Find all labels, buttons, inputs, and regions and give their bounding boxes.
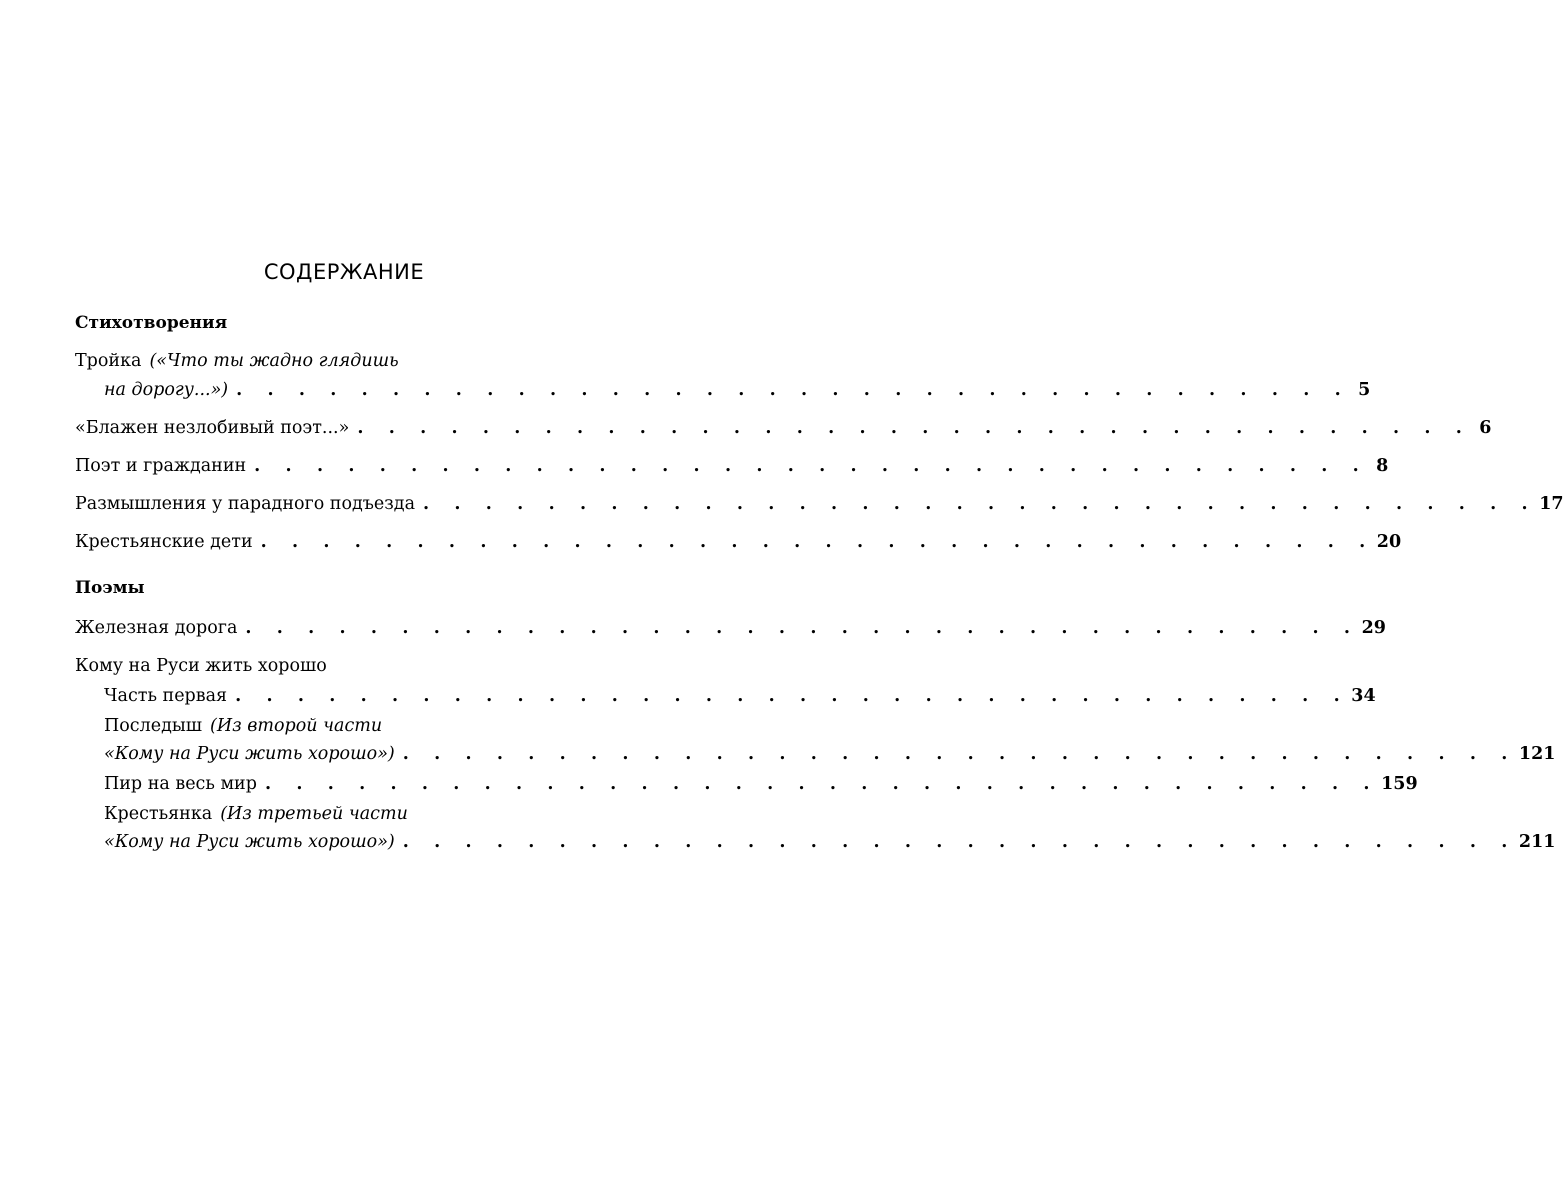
dot-leader: . . . . . . . . . . . . . . . . . . . . . . . . . . . . . . . . . . . . (245, 618, 1360, 638)
entry-title: Кому на Руси жить хорошо (75, 656, 327, 676)
toc-entry-krestyanskie-deti (75, 529, 1402, 555)
toc-entry-posledysh-cont (104, 741, 1556, 767)
toc-entry-troika (75, 348, 613, 374)
entry-title: Часть первая (104, 686, 228, 706)
dot-leader: . . . . . . . . . . . . . . . . . . . . . . . . . . . . . . . . . . . . (357, 418, 1472, 438)
entry-title: Пир на весь мир (104, 774, 257, 794)
dot-leader: . . . . . . . . . . . . . . . . . . . . . . . . . . . . . . . . . . . . (235, 686, 1350, 706)
page-number: 211 (1518, 832, 1556, 852)
dot-leader: . . . . . . . . . . . . . . . . . . . . . . . . . . . . . . . . . . . . (402, 832, 1517, 852)
entry-title: «Блажен незлобивый поэт...» (75, 418, 350, 438)
page-number: 159 (1381, 774, 1418, 794)
toc-entry-krestyanka-cont (104, 829, 1556, 855)
toc-entry-blazhen (75, 415, 1492, 441)
toc-entry-chast-pervaya (104, 683, 1376, 709)
entry-title: Крестьянские дети (75, 532, 253, 552)
toc-entry-troika-cont (104, 377, 1371, 403)
page-number: 20 (1376, 532, 1402, 552)
entry-subtitle: «Кому на Руси жить хорошо») (104, 744, 395, 764)
page-title: СОДЕРЖАНИЕ (263, 260, 425, 284)
entry-subtitle: на дорогу...») (104, 380, 229, 400)
entry-title: Поэт и гражданин (75, 456, 247, 476)
page-number: 17 (1539, 494, 1564, 514)
toc-entry-krestyanka (104, 801, 613, 827)
entry-title: Размышления у парадного подъезда (75, 494, 416, 514)
section-heading-poems-short: Стихотворения (75, 313, 228, 333)
entry-subtitle: «Кому на Руси жить хорошо») (104, 832, 395, 852)
entry-subtitle: (Из третьей части (220, 804, 408, 824)
page-number: 29 (1361, 618, 1386, 638)
page-number: 6 (1479, 418, 1492, 438)
toc-entry-komu-na-rusi (75, 653, 613, 679)
entry-title: Железная дорога (75, 618, 238, 638)
entry-subtitle: (Из второй части (210, 716, 383, 736)
section-heading-poems-long: Поэмы (75, 578, 145, 598)
toc-entry-pir (104, 771, 1418, 797)
page-number: 5 (1358, 380, 1371, 400)
toc-entry-zheleznaya-doroga (75, 615, 1386, 641)
entry-subtitle: («Что ты жадно глядишь (149, 351, 399, 371)
page-number: 121 (1518, 744, 1556, 764)
entry-title: Крестьянка (104, 804, 213, 824)
dot-leader: . . . . . . . . . . . . . . . . . . . . . . . . . . . . . . . . . . . . (264, 774, 1380, 794)
toc-entry-posledysh (104, 713, 613, 739)
dot-leader: . . . . . . . . . . . . . . . . . . . . . . . . . . . . . . . . . . . . (260, 532, 1375, 552)
entry-title: Последыш (104, 716, 203, 736)
dot-leader: . . . . . . . . . . . . . . . . . . . . . . . . . . . . . . . . . . . . (236, 380, 1351, 400)
dot-leader: . . . . . . . . . . . . . . . . . . . . . . . . . . . . . . . . . . . . (402, 744, 1517, 764)
dot-leader: . . . . . . . . . . . . . . . . . . . . . . . . . . . . . . . . . . . . (254, 456, 1369, 476)
page-number: 8 (1376, 456, 1389, 476)
entry-title: Тройка (75, 351, 142, 371)
toc-entry-razmyshleniya (75, 491, 1564, 517)
dot-leader: . . . . . . . . . . . . . . . . . . . . . . . . . . . . . . . . . . . . (423, 494, 1538, 514)
page-number: 34 (1351, 686, 1376, 706)
toc-entry-poet (75, 453, 1389, 479)
